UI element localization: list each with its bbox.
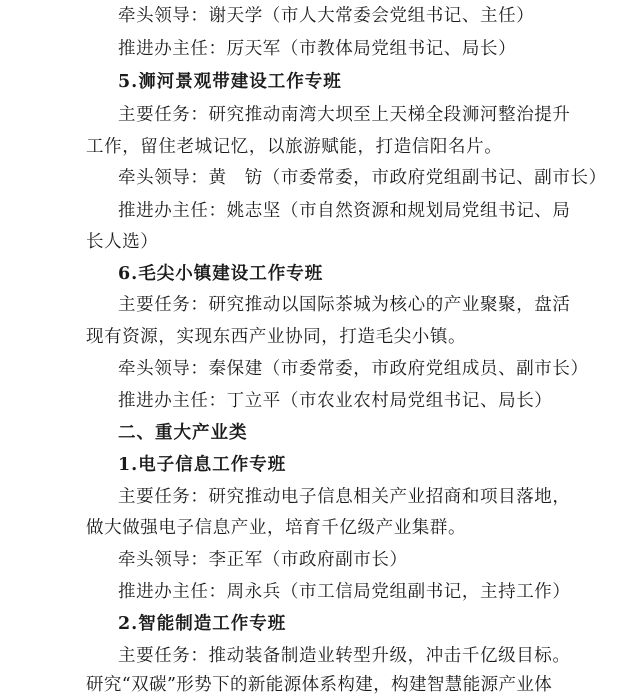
section-heading: 1.电子信息工作专班 xyxy=(118,455,287,475)
lead-leader-line: 牵头领导：李正军（市政府副市长） xyxy=(118,550,408,570)
office-director-continuation: 长人选） xyxy=(86,232,159,252)
main-task-line: 主要任务：研究推动以国际茶城为核心的产业聚聚，盘活 xyxy=(118,295,571,315)
section-heading: 5.浉河景观带建设工作专班 xyxy=(118,72,342,92)
office-director-line: 推进办主任：厉天军（市教体局党组书记、局长） xyxy=(118,39,517,59)
main-task-line: 主要任务：研究推动南湾大坝至上天梯全段浉河整治提升 xyxy=(118,105,571,125)
main-task-continuation: 研究“双碳”形势下的新能源体系构建，构建智慧能源产业体 xyxy=(86,675,553,695)
main-task-continuation: 做大做强电子信息产业，培育千亿级产业集群。 xyxy=(86,518,467,538)
section-heading: 6.毛尖小镇建设工作专班 xyxy=(118,264,324,284)
main-task-continuation: 工作，留住老城记忆，以旅游赋能，打造信阳名片。 xyxy=(86,137,503,157)
main-task-line: 主要任务：推动装备制造业转型升级，冲击千亿级目标。 xyxy=(118,646,571,666)
office-director-line: 推进办主任：丁立平（市农业农村局党组书记、局长） xyxy=(118,391,553,411)
lead-leader-line: 牵头领导：谢天学（市人大常委会党组书记、主任） xyxy=(118,6,535,26)
category-heading: 二、重大产业类 xyxy=(118,423,248,443)
lead-leader-line: 牵头领导：秦保建（市委常委，市政府党组成员、副市长） xyxy=(118,359,589,379)
main-task-continuation: 现有资源，实现东西产业协同，打造毛尖小镇。 xyxy=(86,327,467,347)
section-heading: 2.智能制造工作专班 xyxy=(118,614,287,634)
lead-leader-line: 牵头领导：黄 钫（市委常委，市政府党组副书记、副市长） xyxy=(118,168,607,188)
office-director-line: 推进办主任：周永兵（市工信局党组副书记，主持工作） xyxy=(118,582,571,602)
office-director-line: 推进办主任：姚志坚（市自然资源和规划局党组书记、局 xyxy=(118,201,571,221)
main-task-line: 主要任务：研究推动电子信息相关产业招商和项目落地， xyxy=(118,487,571,507)
